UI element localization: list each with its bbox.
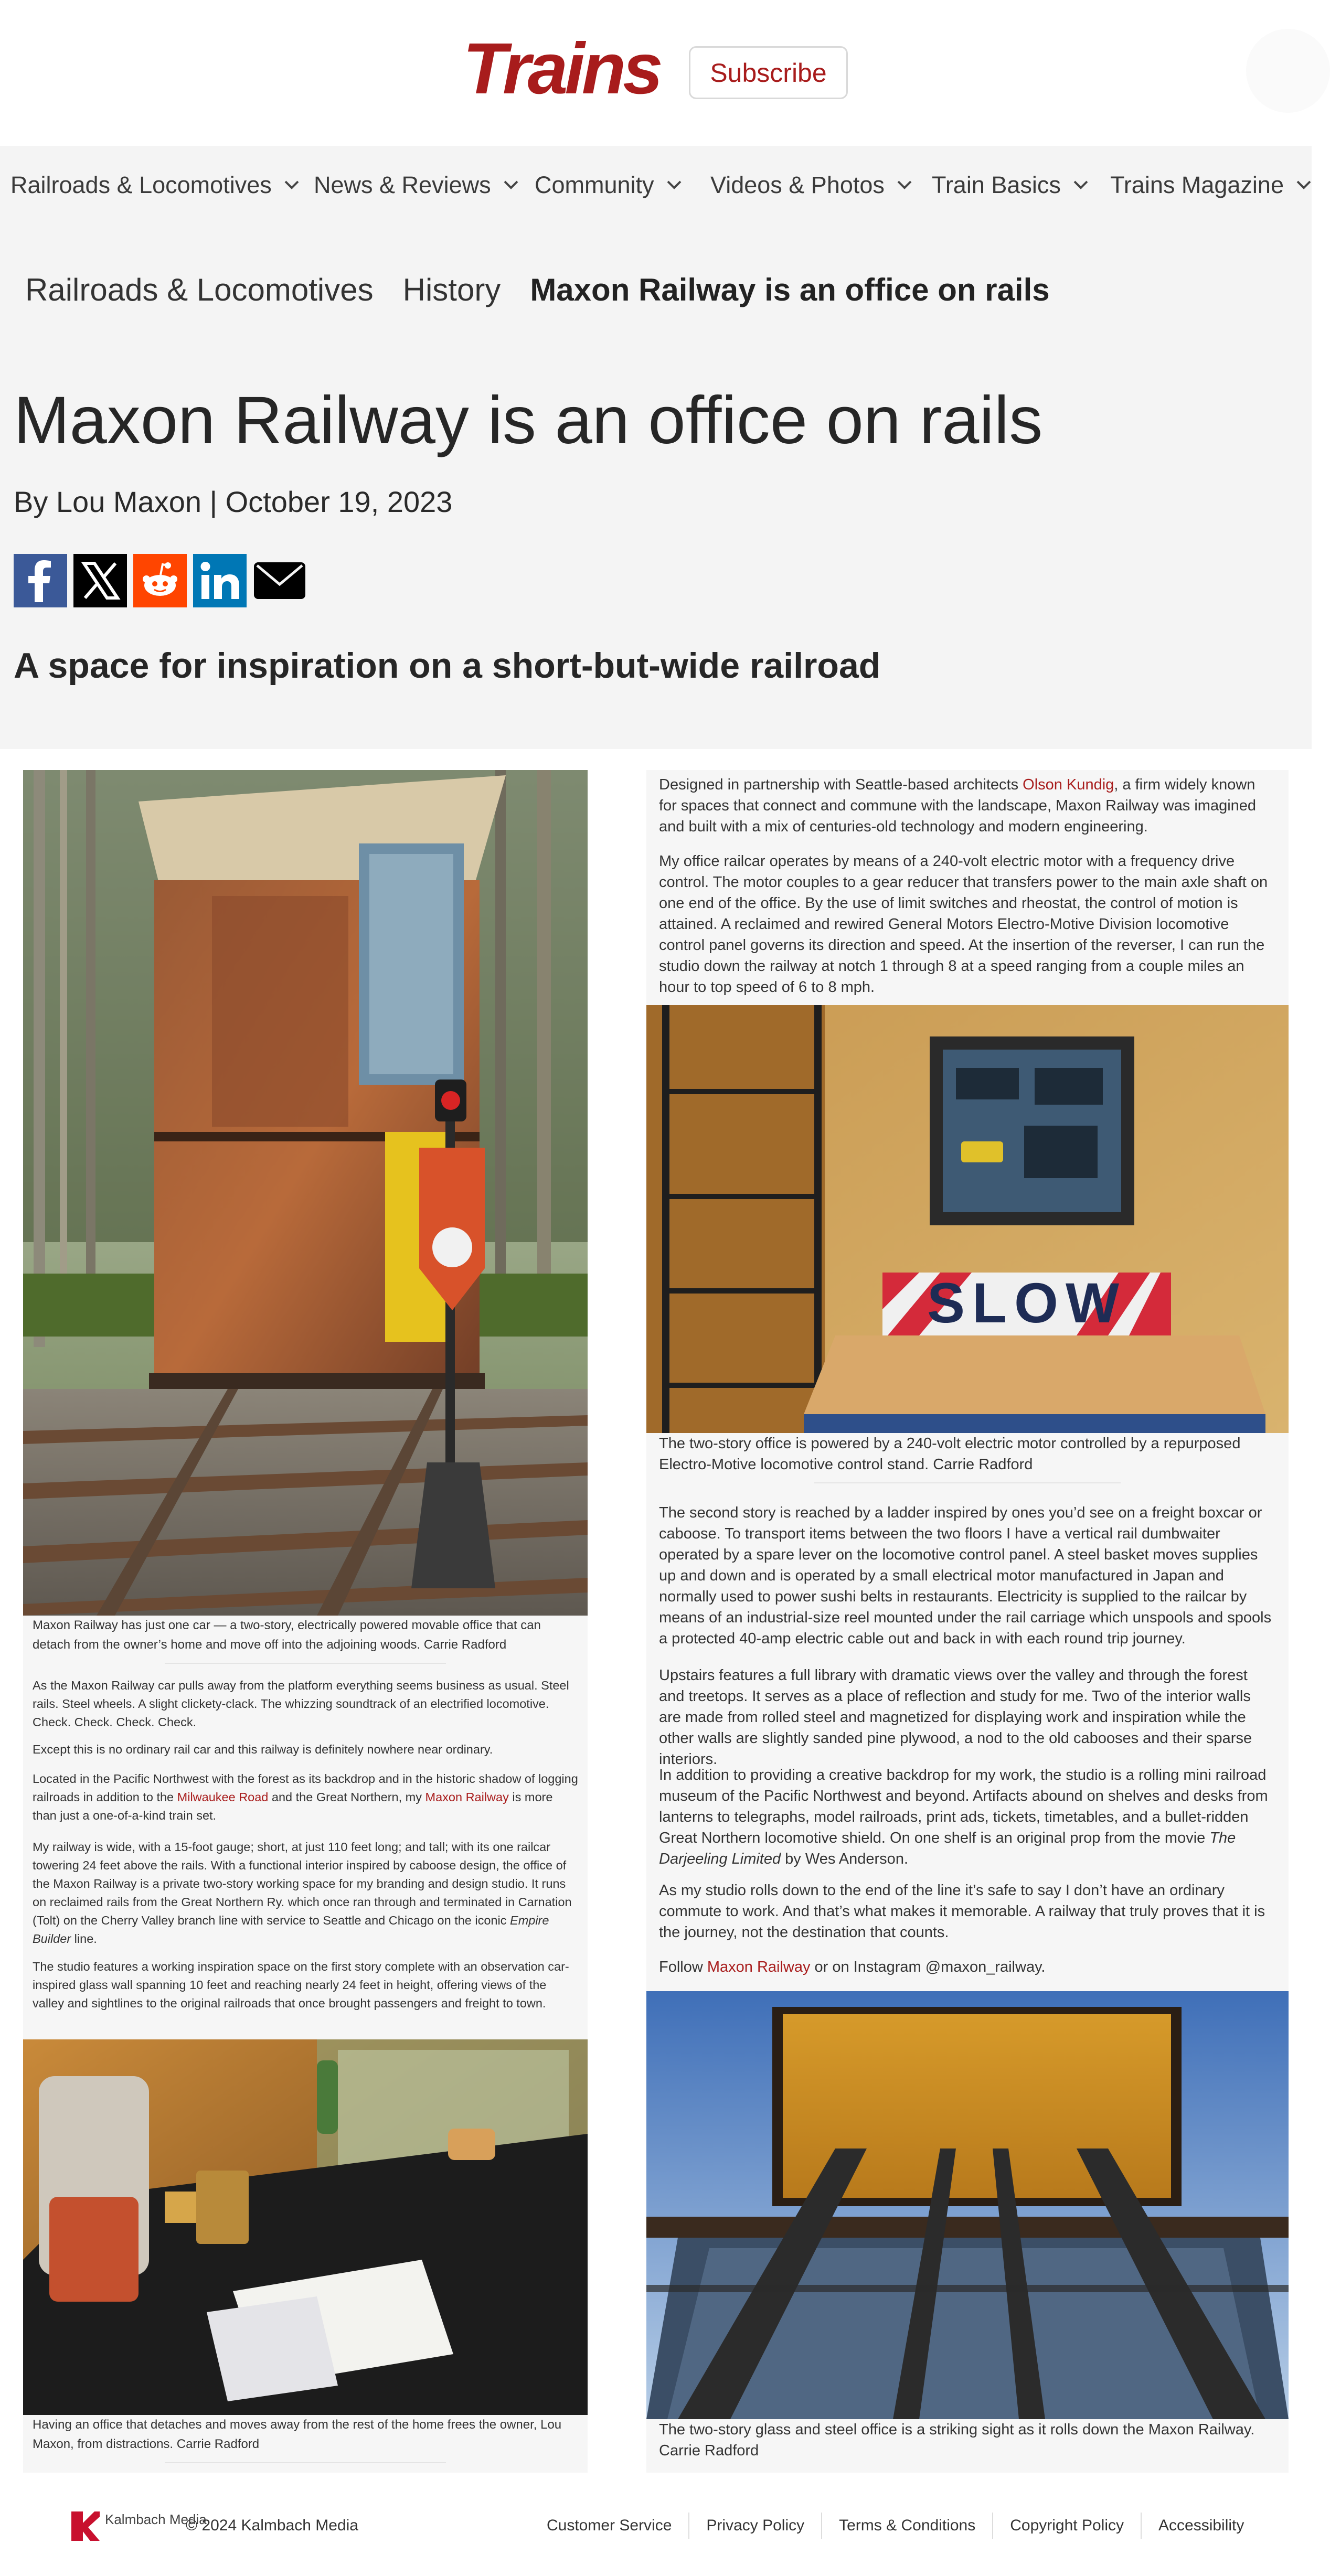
- text-run: by Wes Anderson.: [781, 1851, 908, 1867]
- olson-kundig-link[interactable]: Olson Kundig: [1023, 776, 1114, 793]
- maxon-railway-link[interactable]: Maxon Railway: [425, 1790, 509, 1804]
- nav-item-videos[interactable]: [710, 146, 915, 225]
- x-icon: [73, 554, 127, 607]
- article-paragraph: The second story is reached by a ladder inspired by ones you’d see on a freight boxcar or caboose. To transport items between the two floors I have a vertical rail dumbwaiter operated by a spare lever on the locomotive control panel. A steel basket moves supplies up and down and is operated by a small electrical motor manufactured in Japan and normally used to power sushi belts in restaurants. Electricity is supplied to the railcar by means of an industrial-size reel mounted under the rail carriage which unspools and spools a protected 40-amp electric cable out and back in with each round trip journey.: [659, 1504, 1272, 1647]
- text-run: and the Great Northern, my: [268, 1790, 425, 1804]
- linkedin-icon: [193, 554, 247, 607]
- footer-link[interactable]: Terms & Conditions: [822, 2513, 993, 2539]
- article-paragraph: Upstairs features a full library with dramatic views over the valley and through the forest and treetops. It serves as a place of reflection and study for me. Two of the interior walls are made from rolled steel and magnetized for displaying work and inspiration while the other walls are slightly sanded pine plywood, a nod to the old cabooses and their sparse interiors.: [659, 1667, 1252, 1768]
- nav-item-community[interactable]: [535, 146, 685, 225]
- footer-link[interactable]: Privacy Policy: [689, 2513, 822, 2539]
- photo-caption: Having an office that detaches and moves away from the rest of the home frees the owner, Lou Maxon, from distractions. Carrie Radford: [33, 2418, 562, 2451]
- trains-logo[interactable]: [462, 28, 661, 109]
- kalmbach-logo[interactable]: [67, 2505, 207, 2547]
- article-subtitle: A space for inspiration on a short-but-wide railroad: [14, 646, 881, 686]
- nav-item-news[interactable]: [314, 146, 522, 225]
- reddit-icon: [133, 554, 187, 607]
- article-paragraph: As the Maxon Railway car pulls away from the platform everything seems business as usual. Steel rails. Steel wheels. A slight clickety-clack. The whizzing soundtrack of an electrified locomotive. Check. Check. Check. Check.: [33, 1679, 569, 1729]
- header-decoration: [1246, 29, 1330, 113]
- nav-item-label: News & Reviews: [314, 172, 491, 198]
- footer-link[interactable]: Copyright Policy: [993, 2513, 1142, 2539]
- text-run: Located in the Pacific Northwest with the forest as its backdrop and in the historic shadow of logging railroads in addition to the: [33, 1772, 578, 1804]
- article-column-right: [646, 770, 1289, 2473]
- breadcrumb-current: Maxon Railway is an office on rails: [530, 272, 1050, 307]
- control-stand-photo: [646, 1005, 1289, 1433]
- main-nav: [0, 146, 1312, 225]
- linkedin-share-button[interactable]: [193, 554, 247, 607]
- photo-caption: Maxon Railway has just one car — a two-story, electrically powered movable office that can detach from the owner’s home and move off into the adjoining woods. Carrie Radford: [33, 1618, 541, 1652]
- divider: [814, 1482, 1121, 1483]
- reddit-share-button[interactable]: [133, 554, 187, 607]
- nav-item-label: Train Basics: [932, 172, 1061, 198]
- chevron-down-icon: [1293, 177, 1314, 193]
- page-title: Maxon Railway is an office on rails: [14, 383, 1043, 458]
- text-run: My railway is wide, with a 15-foot gauge; short, at just 110 feet long; and tall; with its one railcar towering 24 feet above the rails. With a functional interior inspired by caboose design, the office of the Maxon Railway is a private two-story working space for my branding and design studio. It runs on reclaimed rails from the Great Northern Ry. which once ran through and terminated in Carnation (Tolt) on the Cherry Valley branch line with service to Seattle and Chicago on the iconic: [33, 1840, 572, 1927]
- divider: [165, 2462, 446, 2463]
- byline: By Lou Maxon | October 19, 2023: [14, 485, 453, 518]
- nav-item-label: Railroads & Locomotives: [10, 172, 272, 198]
- article-paragraph: My office railcar operates by means of a 240-volt electric motor with a frequency drive control. The motor couples to a gear reducer that transfers power to the main axle shaft on one end of the office. By the use of limit switches and rheostat, the control of motion is attained. A reclaimed and rewired General Motors Electro-Motive Division locomotive control panel governs its direction and speed. At the insertion of the reverser, I can run the studio down the railway at notch 1 through 8 at a speed ranging from a couple miles an hour to top speed of 6 to 8 mph.: [659, 853, 1268, 996]
- nav-item-magazine[interactable]: [1110, 146, 1314, 225]
- text-run: Designed in partnership with Seattle-based architects: [659, 776, 1023, 793]
- footer-links: [530, 2513, 1261, 2539]
- site-footer: [0, 2473, 1312, 2576]
- facebook-share-button[interactable]: [14, 554, 67, 607]
- article-paragraph: [659, 1957, 1276, 1978]
- email-share-button[interactable]: [253, 554, 306, 607]
- x-share-button[interactable]: [73, 554, 127, 607]
- railcar-forest-photo: [23, 770, 588, 1616]
- chevron-down-icon: [501, 177, 522, 193]
- text-run: line.: [71, 1932, 97, 1946]
- text-run: is more than just a one-of-a-kind train set.: [33, 1790, 553, 1822]
- article-paragraph: [33, 1770, 578, 1825]
- chevron-down-icon: [894, 177, 915, 193]
- copyright: © 2024 Kalmbach Media: [186, 2517, 358, 2534]
- article-paragraph: [659, 1765, 1276, 1869]
- text-run: or on Instagram @maxon_railway.: [810, 1959, 1046, 1975]
- breadcrumb-item[interactable]: Railroads & Locomotives: [25, 272, 374, 307]
- chevron-down-icon: [1070, 177, 1091, 193]
- text-run: Follow: [659, 1959, 707, 1975]
- article-paragraph: Except this is no ordinary rail car and this railway is definitely nowhere near ordinary.: [33, 1743, 493, 1756]
- article-paragraph: As my studio rolls down to the end of the line it’s safe to say I don’t have an ordinary commute to work. And that’s what makes it memorable. A railway that truly proves that it is the journey, not the destination that counts.: [659, 1882, 1265, 1941]
- article-paragraph: The studio features a working inspiration space on the first story complete with an observation car-inspired glass wall spanning 10 feet and reaching nearly 24 feet in height, offering views of the valley and sightlines to the original railroads that once brought passengers and freight to town.: [33, 1960, 569, 2010]
- nav-item-label: Trains Magazine: [1110, 172, 1284, 198]
- email-icon: [253, 554, 306, 607]
- photo-caption: The two-story glass and steel office is a striking sight as it rolls down the Maxon Railway. Carrie Radford: [659, 2421, 1255, 2459]
- subscribe-button[interactable]: Subscribe: [689, 46, 848, 99]
- text-run: , a firm widely known for spaces that connect and commune with the landscape, Maxon Railway was imagined and built with a mix of centuries-old technology and modern engineering.: [659, 776, 1257, 835]
- desk-photo: [23, 2039, 588, 2415]
- article-paragraph: [659, 774, 1276, 837]
- slow-sign-text: SLOW: [927, 1271, 1126, 1334]
- article-paragraph: [33, 1838, 578, 1948]
- milwaukee-road-link[interactable]: Milwaukee Road: [177, 1790, 269, 1804]
- text-run: The Darjeeling Limited: [659, 1830, 1236, 1867]
- text-run: In addition to providing a creative backdrop for my work, the studio is a rolling mini railroad museum of the Pacific Northwest and beyond. Artifacts abound on shelves and desks from lanterns to telegraphs, model railroads, print ads, tickets, timetables, and a bullet-ridden Great Northern locomotive shield. On one shelf is an original prop from the movie: [659, 1767, 1268, 1846]
- footer-link[interactable]: Accessibility: [1158, 2517, 1244, 2534]
- divider: [165, 1663, 446, 1664]
- breadcrumb: [25, 272, 1050, 308]
- slow-sign: [882, 1271, 1171, 1335]
- footer-link[interactable]: Customer Service: [530, 2513, 689, 2539]
- footer-logo-text: Kalmbach Media: [105, 2511, 207, 2527]
- share-bar: [14, 554, 306, 607]
- breadcrumb-item[interactable]: History: [402, 272, 501, 307]
- nav-item-label: Videos & Photos: [710, 172, 885, 198]
- article-column-left: [23, 770, 588, 2473]
- nav-item-label: Community: [535, 172, 654, 198]
- facebook-icon: [14, 554, 67, 607]
- chevron-down-icon: [664, 177, 685, 193]
- maxon-railway-link[interactable]: Maxon Railway: [707, 1959, 811, 1975]
- text-run: Empire Builder: [33, 1914, 549, 1946]
- chevron-down-icon: [281, 177, 302, 193]
- nav-item-train-basics[interactable]: [932, 146, 1091, 225]
- nav-item-railroads[interactable]: [10, 146, 302, 225]
- site-header: [0, 0, 1312, 146]
- photo-caption: The two-story office is powered by a 240-volt electric motor controlled by a repurposed Electro-Motive locomotive control stand. Carrie Radford: [659, 1435, 1241, 1473]
- article-header: [0, 225, 1312, 749]
- logo-text: Trains: [463, 28, 660, 109]
- office-exterior-photo: [646, 1991, 1289, 2419]
